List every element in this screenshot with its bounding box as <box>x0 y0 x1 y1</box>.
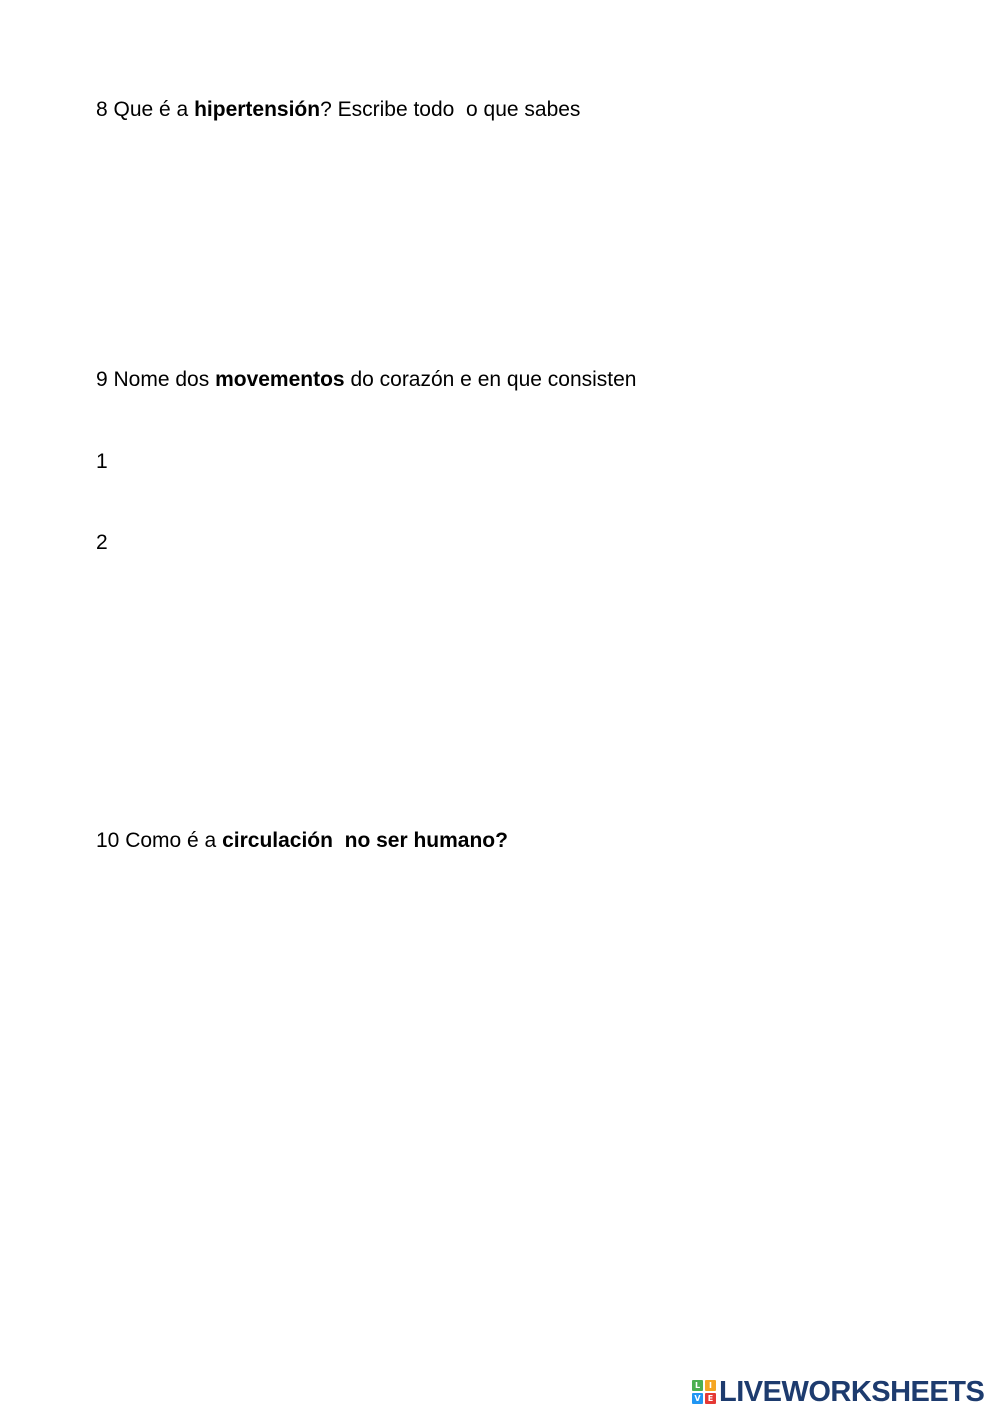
logo-text: LIVEWORKSHEETS <box>719 1376 985 1408</box>
question-9-prefix: 9 Nome dos <box>96 368 216 391</box>
question-8-prefix: 8 Que é a <box>96 98 195 121</box>
question-8-suffix: ? Escribe todo o que sabes <box>320 98 581 121</box>
logo-square: E <box>705 1393 716 1404</box>
answer-number-2: 2 <box>96 531 108 554</box>
logo-square: I <box>705 1380 716 1391</box>
question-9 <box>96 368 636 392</box>
liveworksheets-logo <box>692 1376 984 1408</box>
question-10 <box>96 829 508 853</box>
question-10-keyword: circulación no ser humano? <box>222 829 508 852</box>
logo-squares-icon <box>692 1380 716 1404</box>
answer-number-1: 1 <box>96 450 108 473</box>
question-9-suffix: do corazón e en que consisten <box>344 368 637 391</box>
question-8-keyword: hipertensión <box>194 98 321 121</box>
question-10-prefix: 10 Como é a <box>96 829 223 852</box>
logo-square: V <box>692 1393 703 1404</box>
question-8 <box>96 98 580 122</box>
logo-square: L <box>692 1380 703 1391</box>
question-9-keyword: movementos <box>215 368 345 391</box>
